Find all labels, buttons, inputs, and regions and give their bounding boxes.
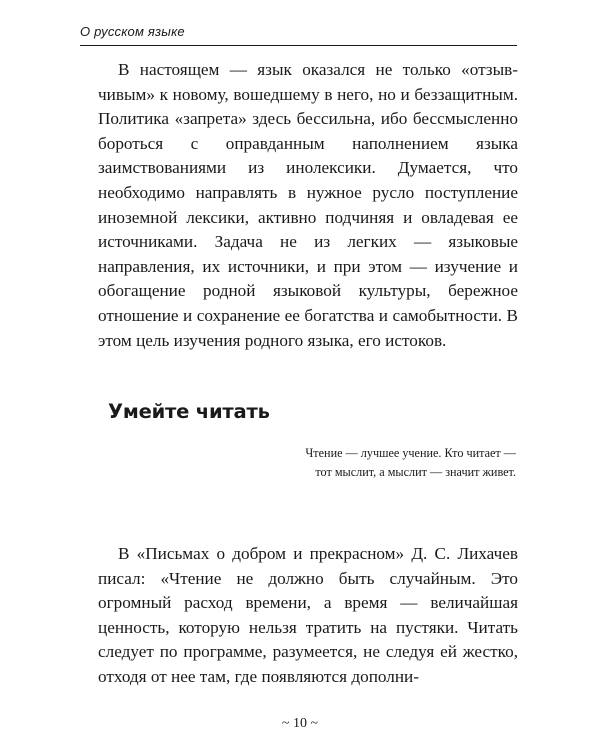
header-rule	[80, 45, 517, 46]
paragraph-1: В настоящем — язык оказался не только «отзывчивым» к новому, вошедшему в него, но и беззащитным. Политика «запрета» здесь бессильна, ибо бессмысленно бороться с оправданным наполнением языка заимствованиями из инолексики. Думается, что необходимо направлять в нужное русло поступление иноземной лексики, активно подчиняя и овладевая ее источниками. Задача не из легких — языковые направления, их источники, и при этом — изучение и обогащение родной языковой культуры, бережное отношение и сохранение ее богатства и самобытности. В этом цель изучения родного языка, его истоков.	[98, 60, 518, 350]
epigraph	[256, 444, 516, 482]
epigraph-line-1: Чтение — лучшее учение. Кто читает —	[305, 446, 516, 460]
section-heading: Умейте читать	[108, 400, 270, 423]
running-head: О русском языке	[80, 24, 185, 39]
page-number: ~ 10 ~	[281, 716, 319, 731]
paragraph-2: В «Письмах о добром и прекрасном» Д. С. Лихачев писал: «Чтение не должно быть случайным. Это огромный расход времени, а время — величайшая ценность, которую нельзя тратить на пустяки. Читать следует по программе, разумеется, не следуя ей жестко, отходя от нее там, где появляются дополни-	[98, 544, 518, 686]
epigraph-line-2: тот мыслит, а мыслит — значит живет.	[315, 465, 516, 479]
